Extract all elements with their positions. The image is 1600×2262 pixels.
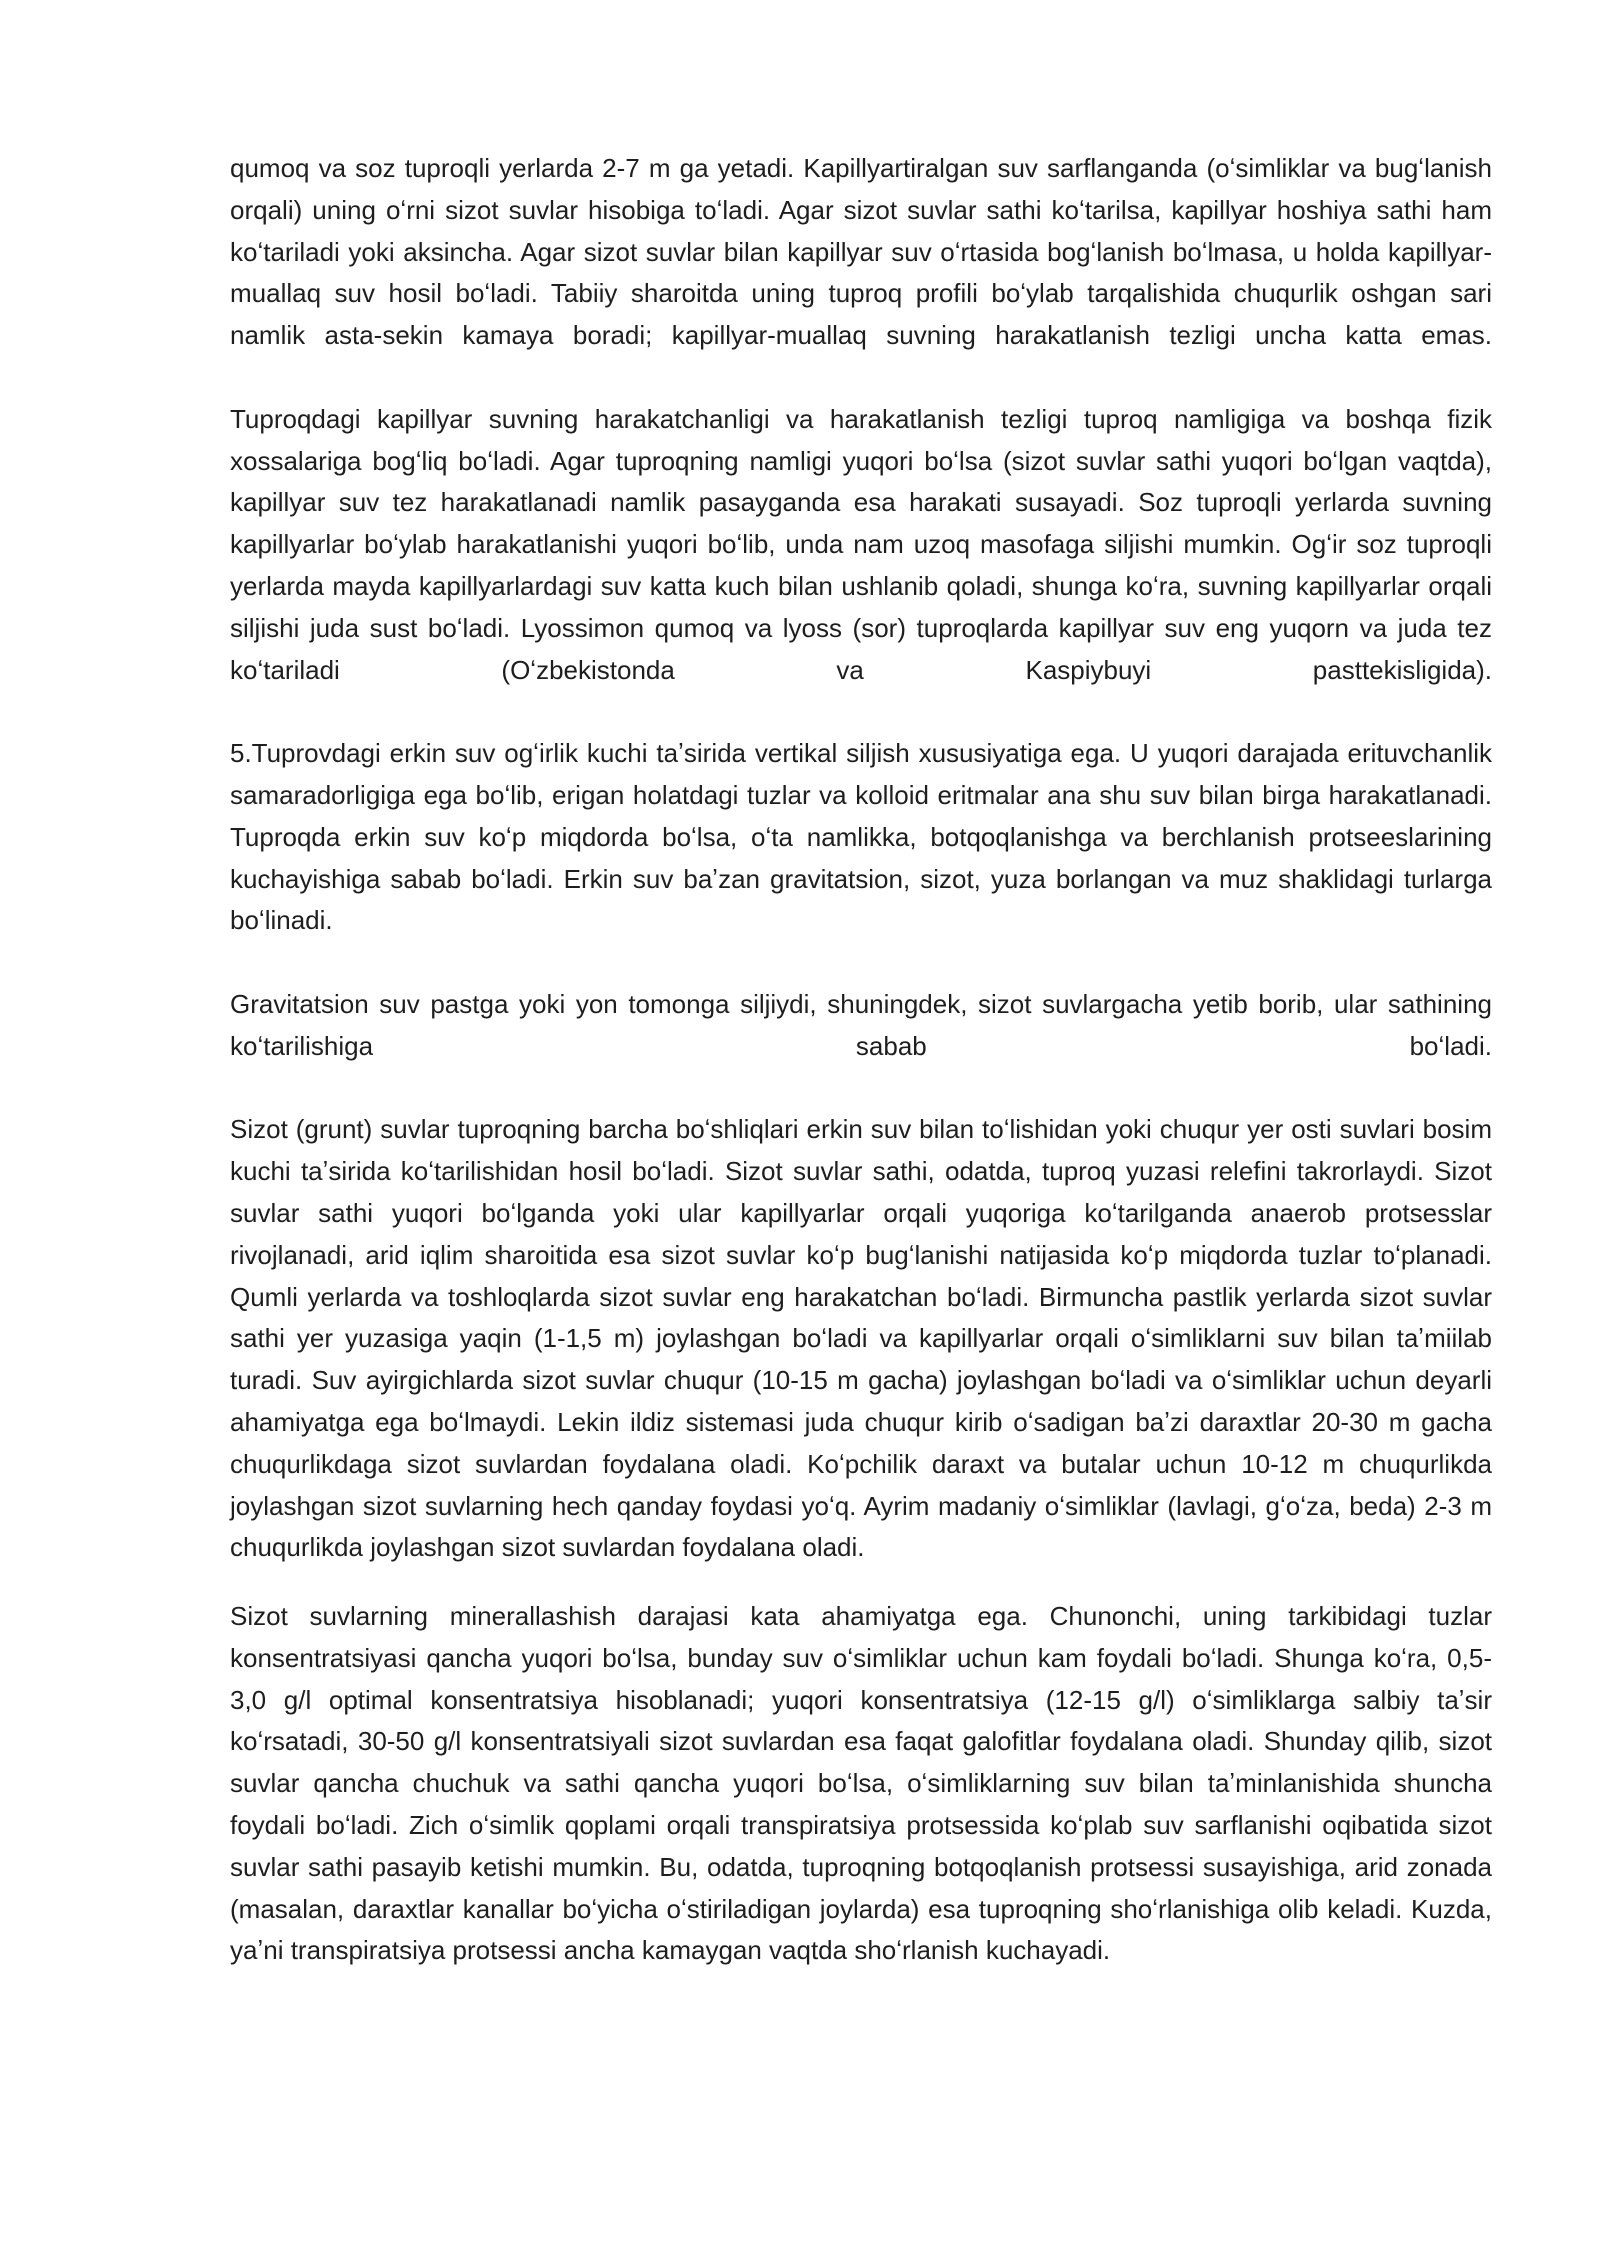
paragraph-groundwater: Sizot (grunt) suvlar tuproqning barcha boʻshliqlari erkin suv bilan toʻlishidan yoki chuqur yer osti suvlari bosim kuchi taʼsirida koʻtarilishidan hosil boʻladi. Sizot suvlar sathi, odatda, tuproq yuzasi relefini takrorlaydi. Sizot suvlar sathi yuqori boʻlganda yoki ular kapillyarlar orqali yuqoriga koʻtarilganda anaerob protsesslar rivojlanadi, arid iqlim sharoitida esa sizot suvlar koʻp bugʻlanishi natijasida koʻp miqdorda tuzlar toʻplanadi. Qumli yerlarda va toshloqlarda sizot suvlar eng harakatchan boʻladi. Birmuncha pastlik yerlarda sizot suvlar sathi yer yuzasiga yaqin (1-1,5 m) joylashgan boʻladi va kapillyarlar orqali oʻsimliklarni suv bilan taʼmiilab turadi. Suv ayirgichlarda sizot suvlar chuqur (10-15 m gacha) joylashgan boʻladi va oʻsimliklar uchun deyarli ahamiyatga ega boʻlmaydi. Lekin ildiz sistemasi juda chuqur kirib oʻsadigan baʼzi daraxtlar 20-30 m gacha chuqurlikdaga sizot suvlardan foydalana oladi. Koʻpchilik daraxt va butalar uchun 10-12 m chuqurlikda joylashgan sizot suvlarning hech qanday foydasi yoʻq. Ayrim madaniy oʻsimliklar (lavlagi, gʻoʻza, beda) 2-3 m chuqurlikda joylashgan sizot suvlardan foydalana oladi. — [230, 1114, 1492, 1563]
paragraph-capillary-fringe: qumoq va soz tuproqli yerlarda 2-7 m ga yetadi. Kapillyartiralgan suv sarflanganda (oʻsimliklar va bugʻlanish orqali) uning oʻrni sizot suvlar hisobiga toʻladi. Agar sizot suvlar sathi koʻtarilsa, kapillyar hoshiya sathi ham koʻtariladi yoki aksincha. Agar sizot suvlar bilan kapillyar suv oʻrtasida bogʻlanish boʻlmasa, u holda kapillyar-muallaq suv hosil boʻladi. Tabiiy sharoitda uning tuproq profili boʻylab tarqalishida chuqurlik oshgan sari namlik asta-sekin kamaya boradi; kapillyar-muallaq suvning harakatlanish tezligi uncha katta emas. — [230, 153, 1492, 351]
paragraph-free-water: 5.Tuprovdagi erkin suv ogʻirlik kuchi taʼsirida vertikal siljish xususiyatiga ega. U yuqori darajada erituvchanlik samaradorligiga ega boʻlib, erigan holatdagi tuzlar va kolloid eritmalar ana shu suv bilan birga harakatlanadi. Tuproqda erkin suv koʻp miqdorda boʻlsa, oʻta namlikka, botqoqlanishga va berchlanish protseeslarining kuchayishiga sabab boʻladi. Erkin suv baʼzan gravitatsion, sizot, yuza borlangan va muz shaklidagi turlarga boʻlinadi. — [230, 738, 1492, 936]
paragraph-capillary-mobility: Tuproqdagi kapillyar suvning harakatchanligi va harakatlanish tezligi tuproq namligiga va boshqa fizik xossalariga bogʻliq boʻladi. Agar tuproqning namligi yuqori boʻlsa (sizot suvlar sathi yuqori boʻlgan vaqtda), kapillyar suv tez harakatlanadi namlik pasayganda esa harakati susayadi. Soz tuproqli yerlarda suvning kapillyarlar boʻylab harakatlanishi yuqori boʻlib, unda nam uzoq masofaga siljishi mumkin. Ogʻir soz tuproqli yerlarda mayda kapillyarlardagi suv katta kuch bilan ushlanib qoladi, shunga koʻra, suvning kapillyarlar orqali siljishi juda sust boʻladi. Lyossimon qumoq va lyoss (sor) tuproqlarda kapillyar suv eng yuqorn va juda tez koʻtariladi (Oʻzbekistonda va Kaspiybuyi pasttekisligida). — [230, 403, 1492, 685]
paragraph-mineralization: Sizot suvlarning minerallashish darajasi kata ahamiyatga ega. Chunonchi, uning tarkibidagi tuzlar konsentratsiyasi qancha yuqori boʻlsa, bunday suv oʻsimliklar uchun kam foydali boʻladi. Shunga koʻra, 0,5-3,0 g/l optimal konsentratsiya hisoblanadi; yuqori konsentratsiya (12-15 g/l) oʻsimliklarga salbiy taʼsir koʻrsatadi, 30-50 g/l konsentratsiyali sizot suvlardan esa faqat galofitlar foydalana oladi. Shunday qilib, sizot suvlar qancha chuchuk va sathi qancha yuqori boʻlsa, oʻsimliklarning suv bilan taʼminlanishida shuncha foydali boʻladi. Zich oʻsimlik qoplami orqali transpiratsiya protsessida koʻplab suv sarflanishi oqibatida sizot suvlar sathi pasayib ketishi mumkin. Bu, odatda, tuproqning botqoqlanish protsessi susayishiga, arid zonada (masalan, daraxtlar kanallar boʻyicha oʻstiriladigan joylarda) esa tuproqning shoʻrlanishiga olib keladi. Kuzda, yaʼni transpiratsiya protsessi ancha kamaygan vaqtda shoʻrlanish kuchayadi. — [230, 1601, 1492, 1966]
paragraph-gravitational-water: Gravitatsion suv pastga yoki yon tomonga siljiydi, shuningdek, sizot suvlargacha yetib borib, ular sathining koʻtarilishiga sabab boʻladi. — [230, 988, 1492, 1061]
document-page — [230, 148, 1492, 1972]
